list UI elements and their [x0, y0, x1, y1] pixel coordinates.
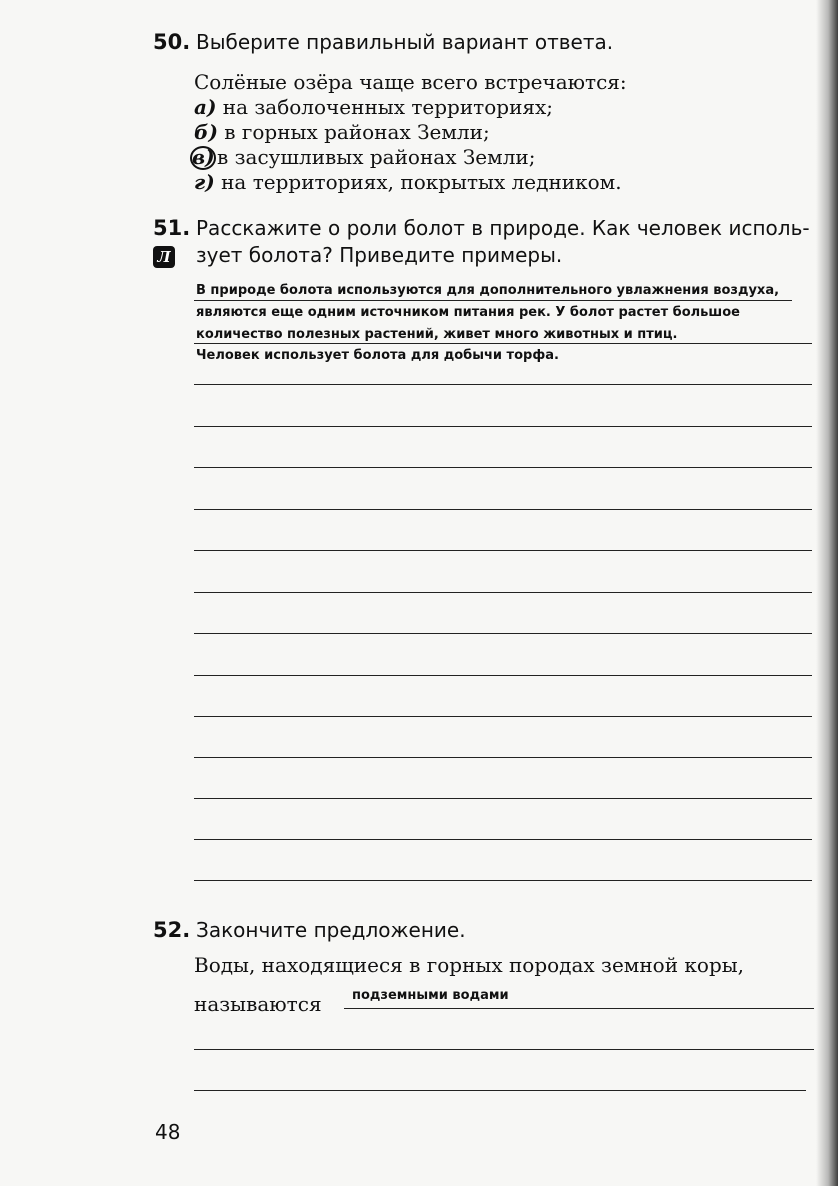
- writing-line: [194, 716, 812, 717]
- answer-line-3: количество полезных растений, живет много животных и птиц.: [196, 327, 678, 342]
- writing-line: [194, 839, 812, 840]
- writing-line: [194, 343, 812, 344]
- page-edge-shadow: [816, 0, 838, 1186]
- writing-line: [194, 509, 812, 510]
- task-50-number: 50.: [153, 30, 191, 54]
- option-text: на территориях, покрытых ледником.: [214, 170, 622, 194]
- answer-line-1: В природе болота используются для дополнительного увлажнения воздуха,: [196, 283, 780, 298]
- task-50-option-c-selected: [194, 145, 535, 170]
- writing-line: [194, 757, 812, 758]
- writing-line: [344, 1008, 814, 1009]
- logic-badge-icon: Л: [153, 246, 175, 268]
- option-letter-circled: в): [192, 145, 215, 169]
- writing-line: [194, 675, 812, 676]
- writing-line: [194, 798, 812, 799]
- writing-line: [194, 426, 812, 427]
- task-51-heading-line2: зует болота? Приведите примеры.: [196, 243, 563, 267]
- task-50-option-b: [194, 120, 490, 145]
- option-letter: а): [194, 95, 217, 119]
- task-50-question: Солёные озёра чаще всего встречаются:: [194, 70, 627, 94]
- writing-line: [194, 300, 792, 301]
- writing-line: [194, 384, 812, 385]
- task-51-number: 51.: [153, 216, 191, 240]
- option-text: в засушливых районах Земли;: [217, 145, 536, 169]
- option-text: на заболоченных территориях;: [216, 95, 554, 119]
- answer-line-4: Человек использует болота для добычи торфа.: [196, 348, 559, 363]
- task-52-number: 52.: [153, 918, 191, 942]
- writing-line: [194, 467, 812, 468]
- option-letter: г): [194, 170, 215, 194]
- writing-line: [194, 633, 812, 634]
- option-text: в горных районах Земли;: [217, 120, 490, 144]
- task-52-answer: подземными водами: [352, 988, 509, 1003]
- task-52-sentence-line2: называются: [194, 992, 322, 1016]
- writing-line: [194, 1049, 814, 1050]
- task-52-sentence-line1: Воды, находящиеся в горных породах земной коры,: [194, 953, 745, 977]
- answer-line-2: являются еще одним источником питания рек. У болот растет большое: [196, 305, 740, 320]
- writing-line: [194, 880, 812, 881]
- writing-line: [194, 592, 812, 593]
- page-number: 48: [155, 1120, 181, 1144]
- writing-line: [194, 1090, 806, 1091]
- option-letter: б): [194, 120, 218, 144]
- task-52-heading: Закончите предложение.: [196, 918, 466, 942]
- task-50-option-a: [194, 95, 553, 120]
- task-51-heading-line1: Расскажите о роли болот в природе. Как человек исполь-: [196, 216, 810, 240]
- writing-line: [194, 550, 812, 551]
- task-50-option-d: [194, 170, 622, 195]
- task-50-heading: Выберите правильный вариант ответа.: [196, 30, 614, 54]
